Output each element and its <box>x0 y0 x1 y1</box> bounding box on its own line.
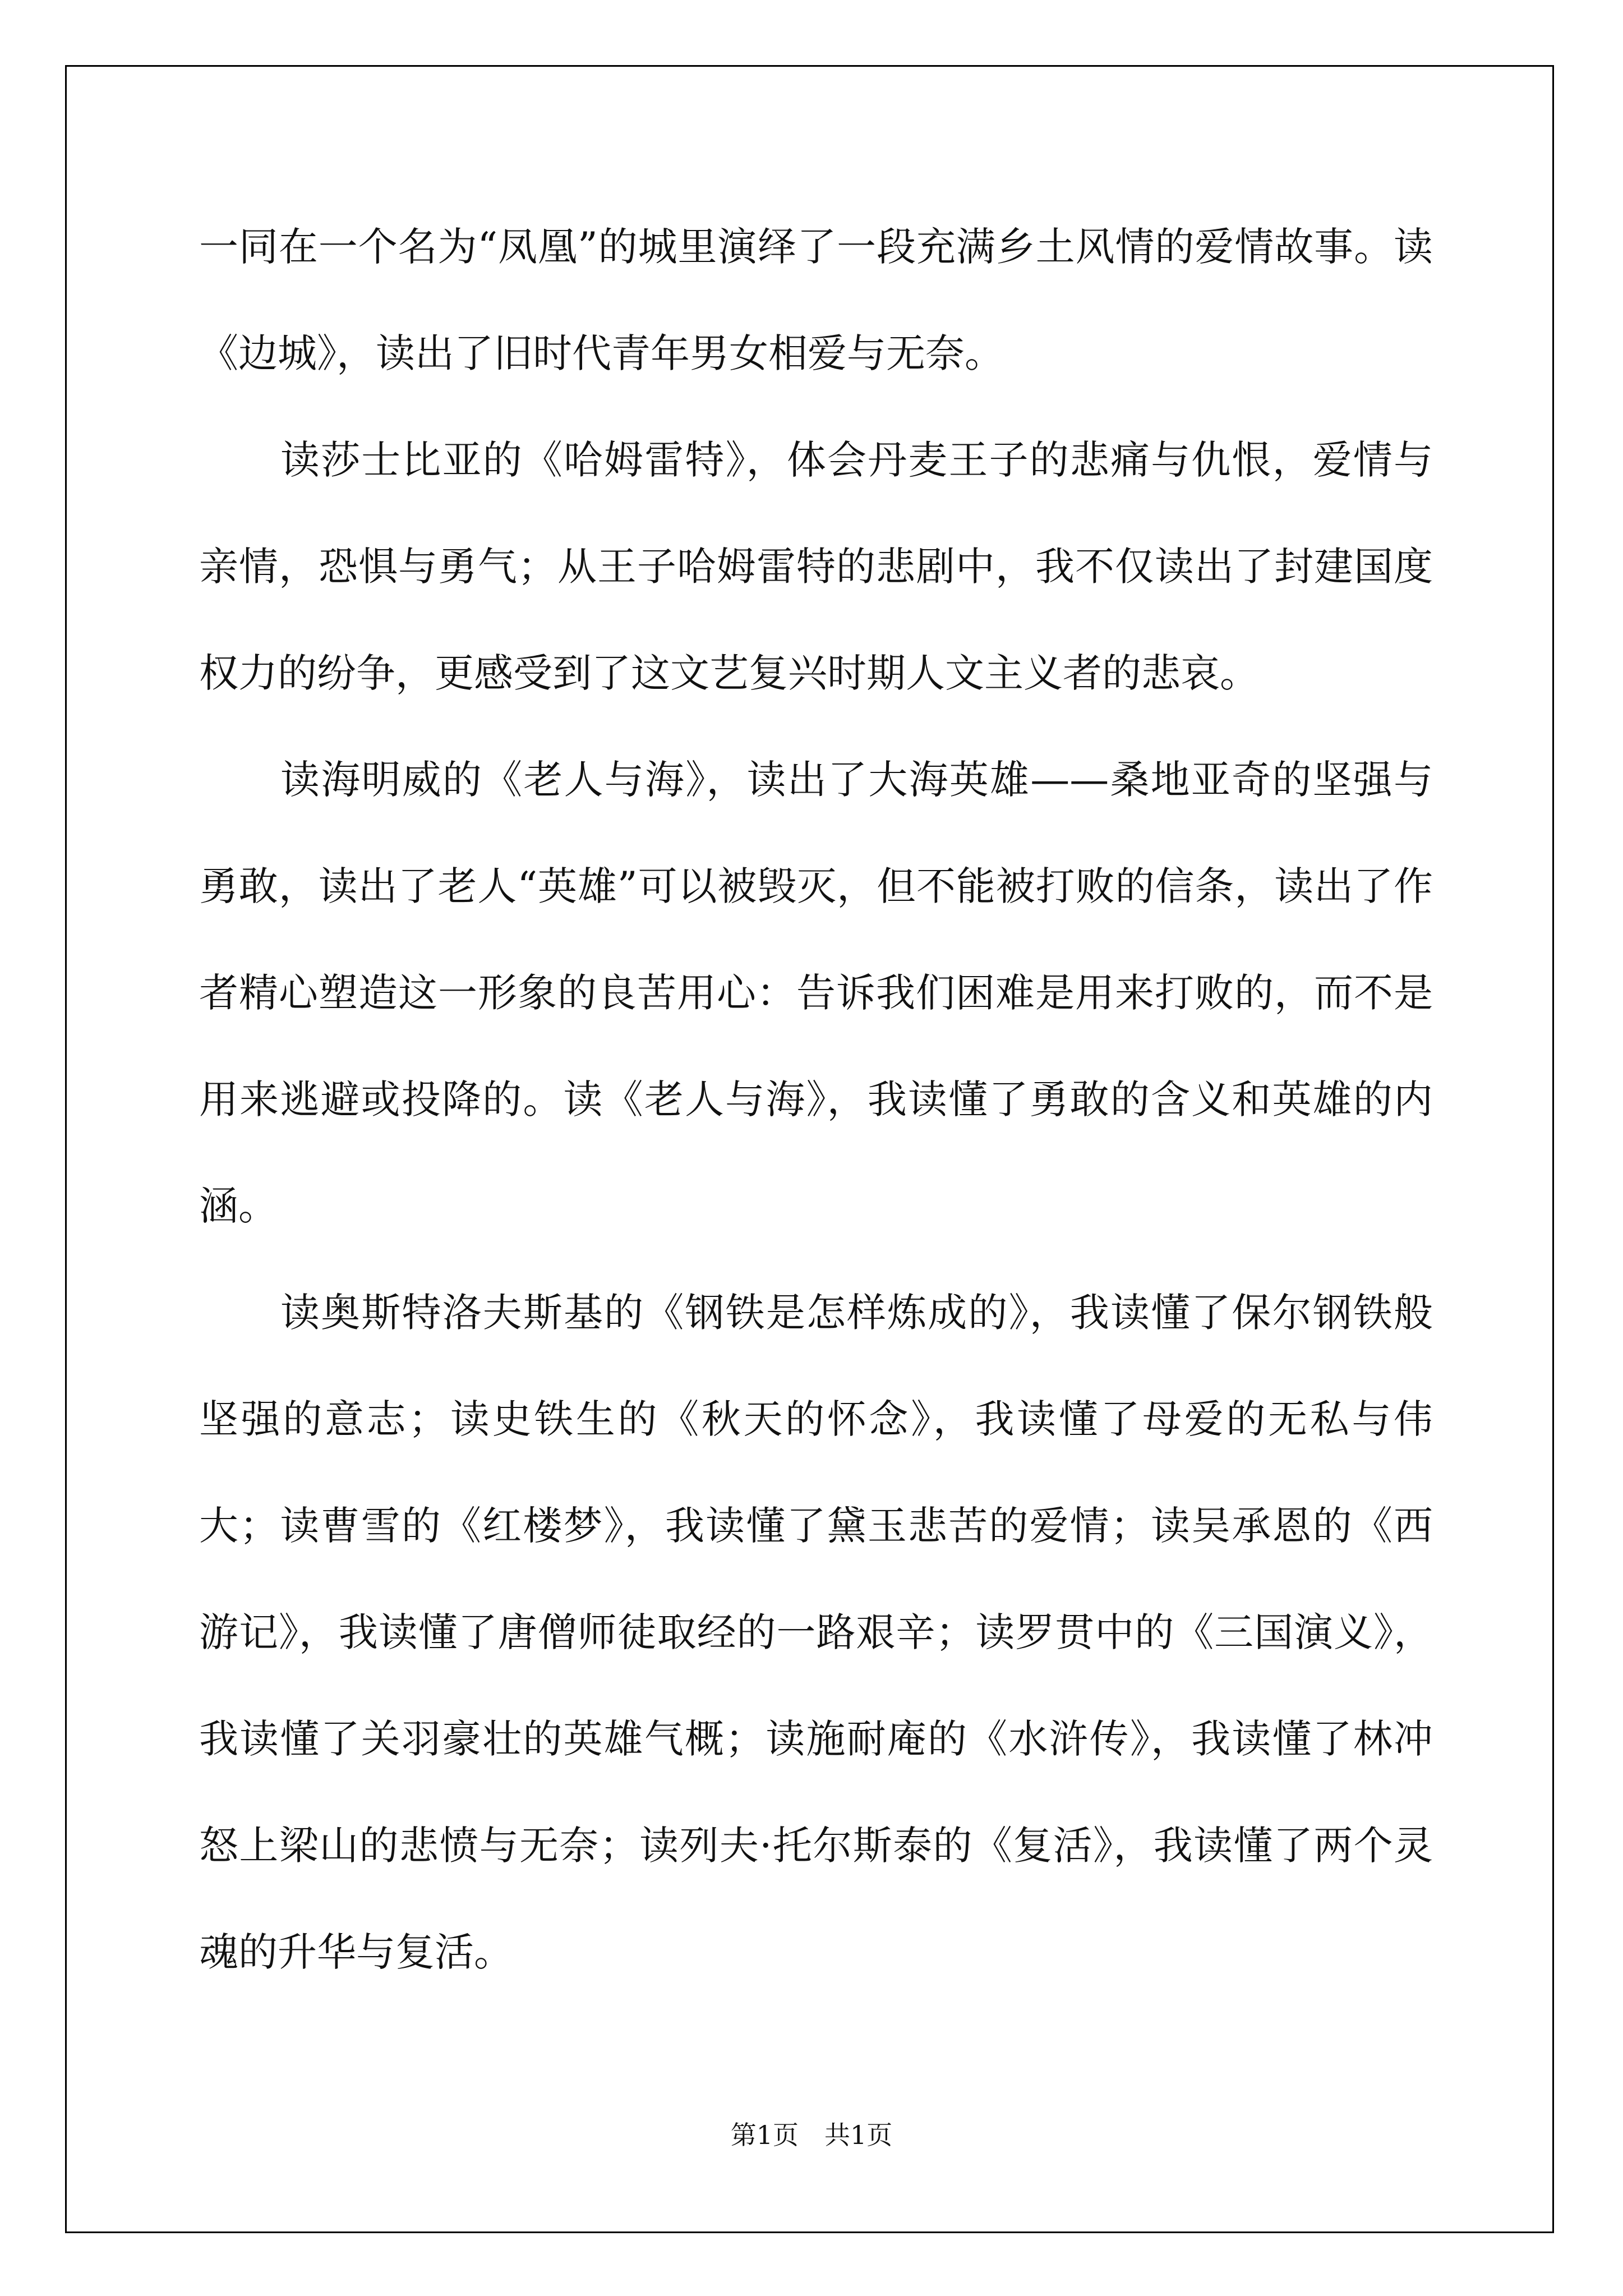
page-number-footer: 第1页 共1页 <box>730 2120 893 2150</box>
paragraph-3: 读海明威的《老人与海》，读出了大海英雄——桑地亚奇的坚强与勇敢，读出了老人“英雄”可以被毁灭，但不能被打败的信条，读出了作者精心塑造这一形象的良苦用心：告诉我们困难是用来打败的，而不是用来逃避或投降的。读《老人与海》，我读懂了勇敢的含义和英雄的内涵。 <box>199 757 1433 1229</box>
paragraph-1: 一同在一个名为“凤凰”的城里演绎了一段充满乡土风情的爱情故事。读《边城》，读出了旧时代青年男女相爱与无奈。 <box>199 224 1433 376</box>
paragraph-2: 读莎士比亚的《哈姆雷特》，体会丹麦王子的悲痛与仇恨，爱情与亲情，恐惧与勇气；从王子哈姆雷特的悲剧中，我不仅读出了封建国度权力的纷争，更感受到了这文艺复兴时期人文主义者的悲哀。 <box>199 437 1433 696</box>
document-body <box>199 194 1433 2005</box>
paragraph-4: 读奥斯特洛夫斯基的《钢铁是怎样炼成的》，我读懂了保尔钢铁般坚强的意志；读史铁生的《秋天的怀念》，我读懂了母爱的无私与伟大；读曹雪的《红楼梦》，我读懂了黛玉悲苦的爱情；读吴承恩的《西游记》，我读懂了唐僧师徒取经的一路艰辛；读罗贯中的《三国演义》，我读懂了关羽豪壮的英雄气概；读施耐庵的《水浒传》，我读懂了林冲怒上梁山的悲愤与无奈；读列夫·托尔斯泰的《复活》，我读懂了两个灵魂的升华与复活。 <box>199 1290 1433 1975</box>
